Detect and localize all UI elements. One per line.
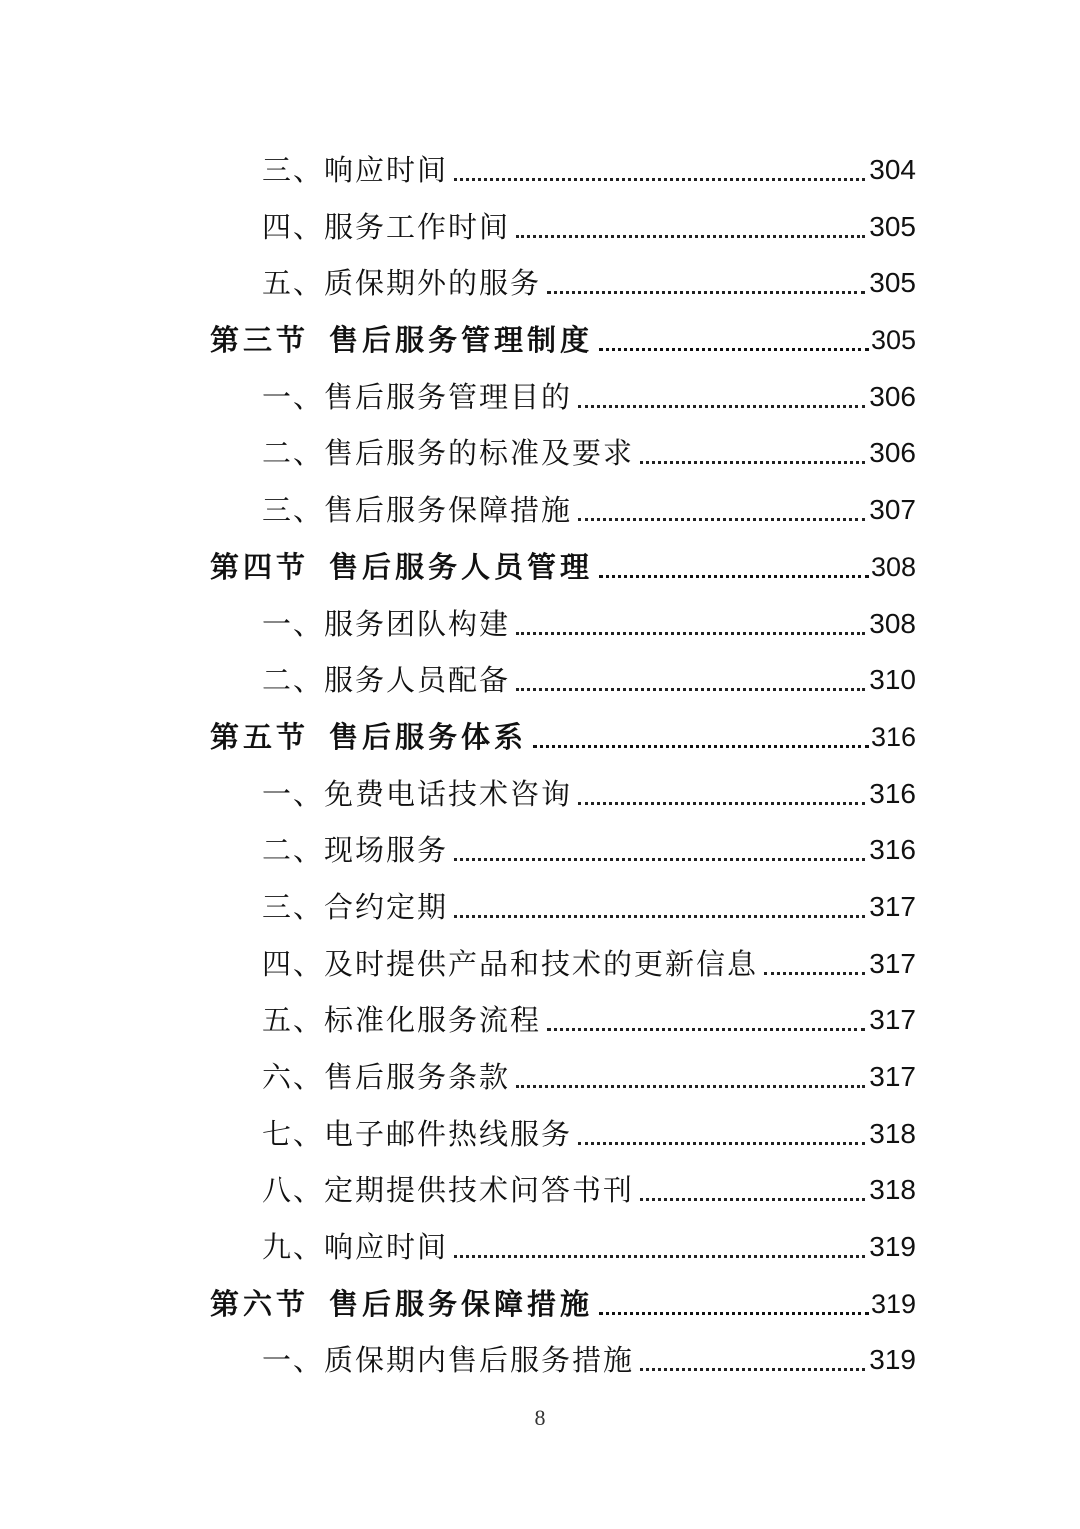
dot-leader bbox=[640, 1198, 865, 1201]
section-title: 售后服务管理制度 bbox=[329, 323, 594, 357]
section-title: 售后服务体系 bbox=[329, 720, 528, 754]
toc-entry-page: 318 bbox=[869, 1174, 916, 1205]
toc-entry[interactable] bbox=[262, 134, 916, 190]
dot-leader bbox=[516, 688, 865, 691]
toc-entry-title: 一、质保期内售后服务措施 bbox=[262, 1343, 635, 1377]
toc-entry-page: 308 bbox=[869, 608, 916, 639]
dot-leader bbox=[599, 348, 869, 351]
toc-entry-page: 306 bbox=[869, 381, 916, 412]
dot-leader bbox=[764, 972, 865, 975]
toc-entry-page: 316 bbox=[870, 722, 916, 752]
toc-entry-title: 九、响应时间 bbox=[262, 1230, 449, 1264]
toc-entry-title: 一、免费电话技术咨询 bbox=[262, 777, 573, 811]
toc-entry-page: 316 bbox=[869, 834, 916, 865]
toc-entry-title: 三、合约定期 bbox=[262, 890, 449, 924]
toc-entry[interactable] bbox=[262, 814, 916, 870]
toc-entry-title: 一、售后服务管理目的 bbox=[262, 380, 573, 414]
toc-entry-title: 一、服务团队构建 bbox=[262, 607, 511, 641]
toc-entry-title: 二、售后服务的标准及要求 bbox=[262, 436, 635, 470]
toc-entry-page: 317 bbox=[869, 891, 916, 922]
toc-entry[interactable] bbox=[262, 1154, 916, 1210]
toc-entry-title: 二、现场服务 bbox=[262, 833, 449, 867]
dot-leader bbox=[454, 858, 865, 861]
toc-entry[interactable] bbox=[262, 588, 916, 644]
dot-leader bbox=[599, 1312, 869, 1315]
toc-entry[interactable] bbox=[262, 1041, 916, 1097]
dot-leader bbox=[454, 178, 865, 181]
toc-entry-title: 五、标准化服务流程 bbox=[262, 1003, 542, 1037]
toc-entry-title: 四、服务工作时间 bbox=[262, 210, 511, 244]
toc-section-title bbox=[210, 717, 527, 757]
dot-leader bbox=[547, 291, 865, 294]
dot-leader bbox=[640, 1368, 865, 1371]
toc-entry-title: 六、售后服务条款 bbox=[262, 1060, 511, 1094]
toc-section-title bbox=[210, 547, 593, 587]
dot-leader bbox=[578, 518, 865, 521]
toc-entry[interactable] bbox=[262, 644, 916, 700]
toc-entry-page: 304 bbox=[869, 154, 916, 185]
toc-entry-page: 317 bbox=[869, 1061, 916, 1092]
toc-entry-page: 305 bbox=[869, 211, 916, 242]
dot-leader bbox=[578, 405, 865, 408]
toc-entry[interactable] bbox=[262, 417, 916, 473]
dot-leader bbox=[547, 1028, 865, 1031]
toc-entry-title: 三、响应时间 bbox=[262, 153, 449, 187]
section-number: 第六节 bbox=[210, 1287, 310, 1321]
toc-entry-title: 四、及时提供产品和技术的更新信息 bbox=[262, 947, 759, 981]
section-number: 第五节 bbox=[210, 720, 310, 754]
dot-leader bbox=[578, 802, 865, 805]
section-title: 售后服务保障措施 bbox=[329, 1287, 594, 1321]
toc-entry-title: 八、定期提供技术问答书刊 bbox=[262, 1173, 635, 1207]
toc-entry-page: 317 bbox=[869, 1004, 916, 1035]
section-number: 第三节 bbox=[210, 323, 310, 357]
toc-entry-page: 307 bbox=[869, 494, 916, 525]
toc-section-entry[interactable] bbox=[210, 701, 916, 757]
toc-entry-page: 319 bbox=[869, 1344, 916, 1375]
toc-entry-page: 305 bbox=[870, 325, 916, 355]
toc-entry-page: 319 bbox=[870, 1289, 916, 1319]
toc-entry-page: 316 bbox=[869, 778, 916, 809]
toc-entry[interactable] bbox=[262, 758, 916, 814]
toc-section-entry[interactable] bbox=[210, 1268, 916, 1324]
toc-entry[interactable] bbox=[262, 474, 916, 530]
toc-entry[interactable] bbox=[262, 871, 916, 927]
toc-entry-page: 317 bbox=[869, 948, 916, 979]
toc-entry[interactable] bbox=[262, 984, 916, 1040]
toc-entry[interactable] bbox=[262, 928, 916, 984]
toc-entry[interactable] bbox=[262, 1211, 916, 1267]
toc-entry-title: 五、质保期外的服务 bbox=[262, 266, 542, 300]
dot-leader bbox=[516, 632, 865, 635]
section-title: 售后服务人员管理 bbox=[329, 550, 594, 584]
dot-leader bbox=[454, 915, 865, 918]
toc-entry-title: 二、服务人员配备 bbox=[262, 663, 511, 697]
toc-entry-page: 310 bbox=[869, 664, 916, 695]
dot-leader bbox=[516, 1085, 865, 1088]
toc-entry[interactable] bbox=[262, 247, 916, 303]
dot-leader bbox=[640, 461, 865, 464]
toc-section-title bbox=[210, 1284, 593, 1324]
section-number: 第四节 bbox=[210, 550, 310, 584]
dot-leader bbox=[599, 575, 869, 578]
toc-entry-title: 七、电子邮件热线服务 bbox=[262, 1117, 573, 1151]
dot-leader bbox=[533, 745, 869, 748]
toc-entry-page: 308 bbox=[870, 552, 916, 582]
toc-entry[interactable] bbox=[262, 191, 916, 247]
toc-entry-page: 319 bbox=[869, 1231, 916, 1262]
toc-entry[interactable] bbox=[262, 1324, 916, 1380]
toc-section-title bbox=[210, 320, 593, 360]
dot-leader bbox=[454, 1255, 865, 1258]
dot-leader bbox=[578, 1142, 865, 1145]
toc-section-entry[interactable] bbox=[210, 304, 916, 360]
toc-entry[interactable] bbox=[262, 1098, 916, 1154]
toc-section-entry[interactable] bbox=[210, 531, 916, 587]
toc-entry-page: 306 bbox=[869, 437, 916, 468]
toc-entry[interactable] bbox=[262, 361, 916, 417]
toc-entry-title: 三、售后服务保障措施 bbox=[262, 493, 573, 527]
dot-leader bbox=[516, 235, 865, 238]
toc-entry-page: 305 bbox=[869, 267, 916, 298]
page-number: 8 bbox=[534, 1405, 546, 1430]
toc-entry-page: 318 bbox=[869, 1118, 916, 1149]
